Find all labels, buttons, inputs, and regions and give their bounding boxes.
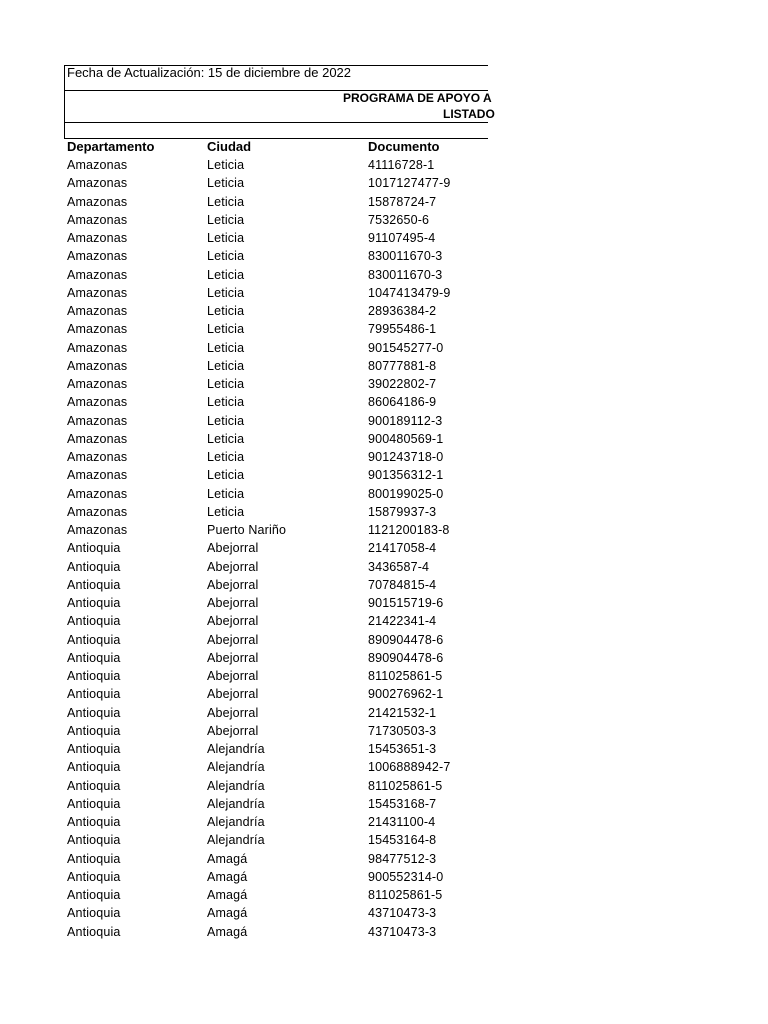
cell-ciudad: Amagá (207, 869, 248, 884)
cell-departamento: Amazonas (67, 249, 128, 264)
cell-ciudad: Leticia (207, 486, 245, 501)
table-row (67, 850, 488, 868)
cell-documento: 830011670-3 (368, 267, 443, 282)
cell-documento: 800199025-0 (368, 486, 444, 501)
cell-ciudad: Abejorral (207, 705, 259, 720)
cell-ciudad: Leticia (207, 450, 245, 464)
cell-ciudad: Leticia (207, 285, 245, 300)
cell-ciudad: Abejorral (207, 559, 259, 574)
table-row (67, 357, 488, 375)
cell-ciudad: Leticia (207, 358, 245, 373)
table-row (67, 247, 488, 265)
table-row (67, 722, 488, 740)
cell-documento: 21422341-4 (368, 614, 437, 629)
program-title: PROGRAMA DE APOYO A (343, 91, 492, 105)
cell-departamento: Amazonas (67, 340, 128, 355)
table-row (67, 685, 488, 703)
table-row (67, 229, 488, 247)
cell-ciudad: Leticia (207, 431, 245, 446)
cell-ciudad: Alejandría (207, 815, 265, 829)
cell-documento: 39022802-7 (368, 377, 437, 391)
cell-ciudad: Amagá (207, 888, 248, 902)
cell-documento: 900189112-3 (368, 413, 443, 428)
cell-ciudad: Puerto Nariño (207, 523, 287, 537)
table-row (67, 448, 488, 466)
table-row (67, 266, 488, 284)
cell-departamento: Amazonas (67, 395, 128, 410)
table-row (67, 156, 488, 174)
cell-departamento: Amazonas (67, 267, 128, 282)
cell-ciudad: Amagá (207, 851, 248, 866)
table-row (67, 631, 488, 649)
table-row (67, 904, 488, 922)
cell-documento: 1121200183-8 (368, 523, 450, 537)
table-row (67, 795, 488, 813)
cell-ciudad: Leticia (207, 212, 245, 227)
cell-documento: 41116728-1 (368, 158, 435, 172)
table-row (67, 886, 488, 904)
cell-documento: 15453651-3 (368, 742, 437, 756)
cell-documento: 901243718-0 (368, 450, 444, 464)
table-row (67, 485, 488, 503)
table-row (67, 339, 488, 357)
cell-documento: 86064186-9 (368, 395, 437, 410)
cell-ciudad: Abejorral (207, 577, 259, 592)
cell-departamento: Antioquia (67, 614, 121, 629)
cell-documento: 811025861-5 (368, 778, 443, 793)
table-row (67, 667, 488, 685)
cell-departamento: Antioquia (67, 815, 121, 829)
cell-documento: 900480569-1 (368, 431, 444, 446)
list-title: LISTADO (443, 107, 495, 121)
cell-ciudad: Leticia (207, 194, 245, 209)
cell-ciudad: Leticia (207, 304, 245, 318)
cell-departamento: Antioquia (67, 796, 121, 811)
cell-documento: 21421532-1 (368, 705, 437, 720)
cell-ciudad: Alejandría (207, 778, 265, 793)
cell-departamento: Amazonas (67, 431, 128, 446)
table-row (67, 412, 488, 430)
cell-departamento: Antioquia (67, 705, 121, 720)
table-row (67, 758, 488, 776)
cell-ciudad: Amagá (207, 924, 248, 939)
table-row (67, 740, 488, 758)
table-row (67, 466, 488, 484)
cell-documento: 98477512-3 (368, 851, 437, 866)
cell-departamento: Amazonas (67, 523, 128, 537)
cell-documento: 901356312-1 (368, 468, 444, 483)
cell-departamento: Amazonas (67, 285, 128, 300)
cell-departamento: Antioquia (67, 851, 121, 866)
cell-departamento: Antioquia (67, 742, 121, 756)
cell-departamento: Antioquia (67, 778, 121, 793)
cell-documento: 79955486-1 (368, 322, 437, 337)
cell-departamento: Antioquia (67, 669, 121, 683)
table-body (67, 156, 488, 941)
cell-ciudad: Abejorral (207, 687, 259, 702)
cell-documento: 830011670-3 (368, 249, 443, 264)
cell-ciudad: Leticia (207, 249, 245, 264)
cell-ciudad: Leticia (207, 377, 245, 391)
cell-documento: 80777881-8 (368, 358, 437, 373)
cell-departamento: Antioquia (67, 559, 121, 574)
cell-departamento: Amazonas (67, 450, 128, 464)
cell-documento: 900552314-0 (368, 869, 444, 884)
cell-documento: 3436587-4 (368, 559, 430, 574)
update-date: Fecha de Actualización: 15 de diciembre de 2022 (67, 65, 352, 80)
cell-documento: 811025861-5 (368, 888, 443, 902)
cell-ciudad: Leticia (207, 158, 245, 172)
cell-departamento: Amazonas (67, 212, 128, 227)
cell-ciudad: Alejandría (207, 796, 265, 811)
cell-documento: 15453168-7 (368, 796, 437, 811)
table-row (67, 576, 488, 594)
table-row (67, 813, 488, 831)
table-row (67, 193, 488, 211)
table-row (67, 375, 488, 393)
cell-documento: 901545277-0 (368, 340, 444, 355)
table-row (67, 430, 488, 448)
cell-departamento: Amazonas (67, 304, 128, 318)
table-row (67, 558, 488, 576)
cell-departamento: Amazonas (67, 413, 128, 428)
table-row (67, 393, 488, 411)
cell-ciudad: Abejorral (207, 723, 259, 738)
cell-documento: 890904478-6 (368, 632, 444, 647)
table-row (67, 503, 488, 521)
column-header-ciudad: Ciudad (207, 139, 252, 154)
cell-ciudad: Leticia (207, 340, 245, 355)
cell-ciudad: Leticia (207, 322, 245, 337)
cell-documento: 901515719-6 (368, 596, 444, 610)
cell-departamento: Antioquia (67, 723, 121, 738)
header-left-border (64, 65, 65, 138)
cell-documento: 811025861-5 (368, 669, 443, 683)
cell-departamento: Antioquia (67, 596, 121, 610)
cell-departamento: Antioquia (67, 632, 121, 647)
cell-departamento: Amazonas (67, 358, 128, 373)
table-row (67, 211, 488, 229)
cell-departamento: Amazonas (67, 468, 128, 483)
cell-ciudad: Leticia (207, 468, 245, 483)
cell-documento: 15879937-3 (368, 504, 437, 519)
table-row (67, 594, 488, 612)
cell-documento: 1047413479-9 (368, 285, 451, 300)
cell-departamento: Antioquia (67, 687, 121, 702)
cell-documento: 43710473-3 (368, 924, 437, 939)
cell-departamento: Antioquia (67, 650, 121, 665)
column-header-departamento: Departamento (67, 139, 155, 154)
table-row (67, 704, 488, 722)
cell-documento: 890904478-6 (368, 650, 444, 665)
cell-ciudad: Leticia (207, 231, 245, 245)
cell-ciudad: Leticia (207, 504, 245, 519)
cell-departamento: Amazonas (67, 231, 128, 245)
table-row (67, 521, 488, 539)
cell-ciudad: Leticia (207, 176, 245, 191)
column-header-documento: Documento (368, 139, 440, 154)
cell-ciudad: Alejandría (207, 760, 265, 775)
cell-departamento: Antioquia (67, 888, 121, 902)
cell-documento: 15453164-8 (368, 833, 437, 848)
cell-ciudad: Alejandría (207, 742, 265, 756)
column-headers (67, 139, 488, 155)
cell-ciudad: Leticia (207, 395, 245, 410)
table-row (67, 539, 488, 557)
cell-documento: 28936384-2 (368, 304, 437, 318)
cell-departamento: Antioquia (67, 760, 121, 775)
cell-documento: 1006888942-7 (368, 760, 451, 775)
table-row (67, 612, 488, 630)
cell-departamento: Amazonas (67, 504, 128, 519)
cell-documento: 7532650-6 (368, 212, 430, 227)
cell-documento: 21431100-4 (368, 815, 436, 829)
cell-documento: 91107495-4 (368, 231, 436, 245)
cell-departamento: Antioquia (67, 906, 121, 921)
cell-ciudad: Abejorral (207, 650, 259, 665)
cell-departamento: Antioquia (67, 869, 121, 884)
cell-documento: 71730503-3 (368, 723, 437, 738)
table-row (67, 831, 488, 849)
table-row (67, 923, 488, 941)
cell-documento: 1017127477-9 (368, 176, 451, 191)
cell-departamento: Antioquia (67, 833, 121, 848)
cell-ciudad: Amagá (207, 906, 248, 921)
header-divider-2 (64, 122, 488, 123)
cell-ciudad: Leticia (207, 413, 245, 428)
cell-documento: 43710473-3 (368, 906, 437, 921)
cell-ciudad: Abejorral (207, 596, 259, 610)
cell-departamento: Amazonas (67, 486, 128, 501)
cell-departamento: Antioquia (67, 541, 121, 556)
cell-ciudad: Abejorral (207, 669, 259, 683)
cell-documento: 70784815-4 (368, 577, 437, 592)
cell-ciudad: Abejorral (207, 614, 259, 629)
cell-documento: 21417058-4 (368, 541, 437, 556)
table-row (67, 302, 488, 320)
cell-departamento: Amazonas (67, 194, 128, 209)
cell-ciudad: Abejorral (207, 541, 259, 556)
cell-departamento: Antioquia (67, 577, 121, 592)
cell-ciudad: Alejandría (207, 833, 265, 848)
table-row (67, 284, 488, 302)
cell-documento: 15878724-7 (368, 194, 437, 209)
cell-departamento: Amazonas (67, 377, 128, 391)
table-row (67, 649, 488, 667)
cell-documento: 900276962-1 (368, 687, 444, 702)
table-row (67, 868, 488, 886)
cell-ciudad: Leticia (207, 267, 245, 282)
cell-departamento: Antioquia (67, 924, 121, 939)
table-row (67, 777, 488, 795)
cell-departamento: Amazonas (67, 176, 128, 191)
cell-departamento: Amazonas (67, 158, 128, 172)
table-row (67, 174, 488, 192)
cell-ciudad: Abejorral (207, 632, 259, 647)
cell-departamento: Amazonas (67, 322, 128, 337)
table-row (67, 320, 488, 338)
